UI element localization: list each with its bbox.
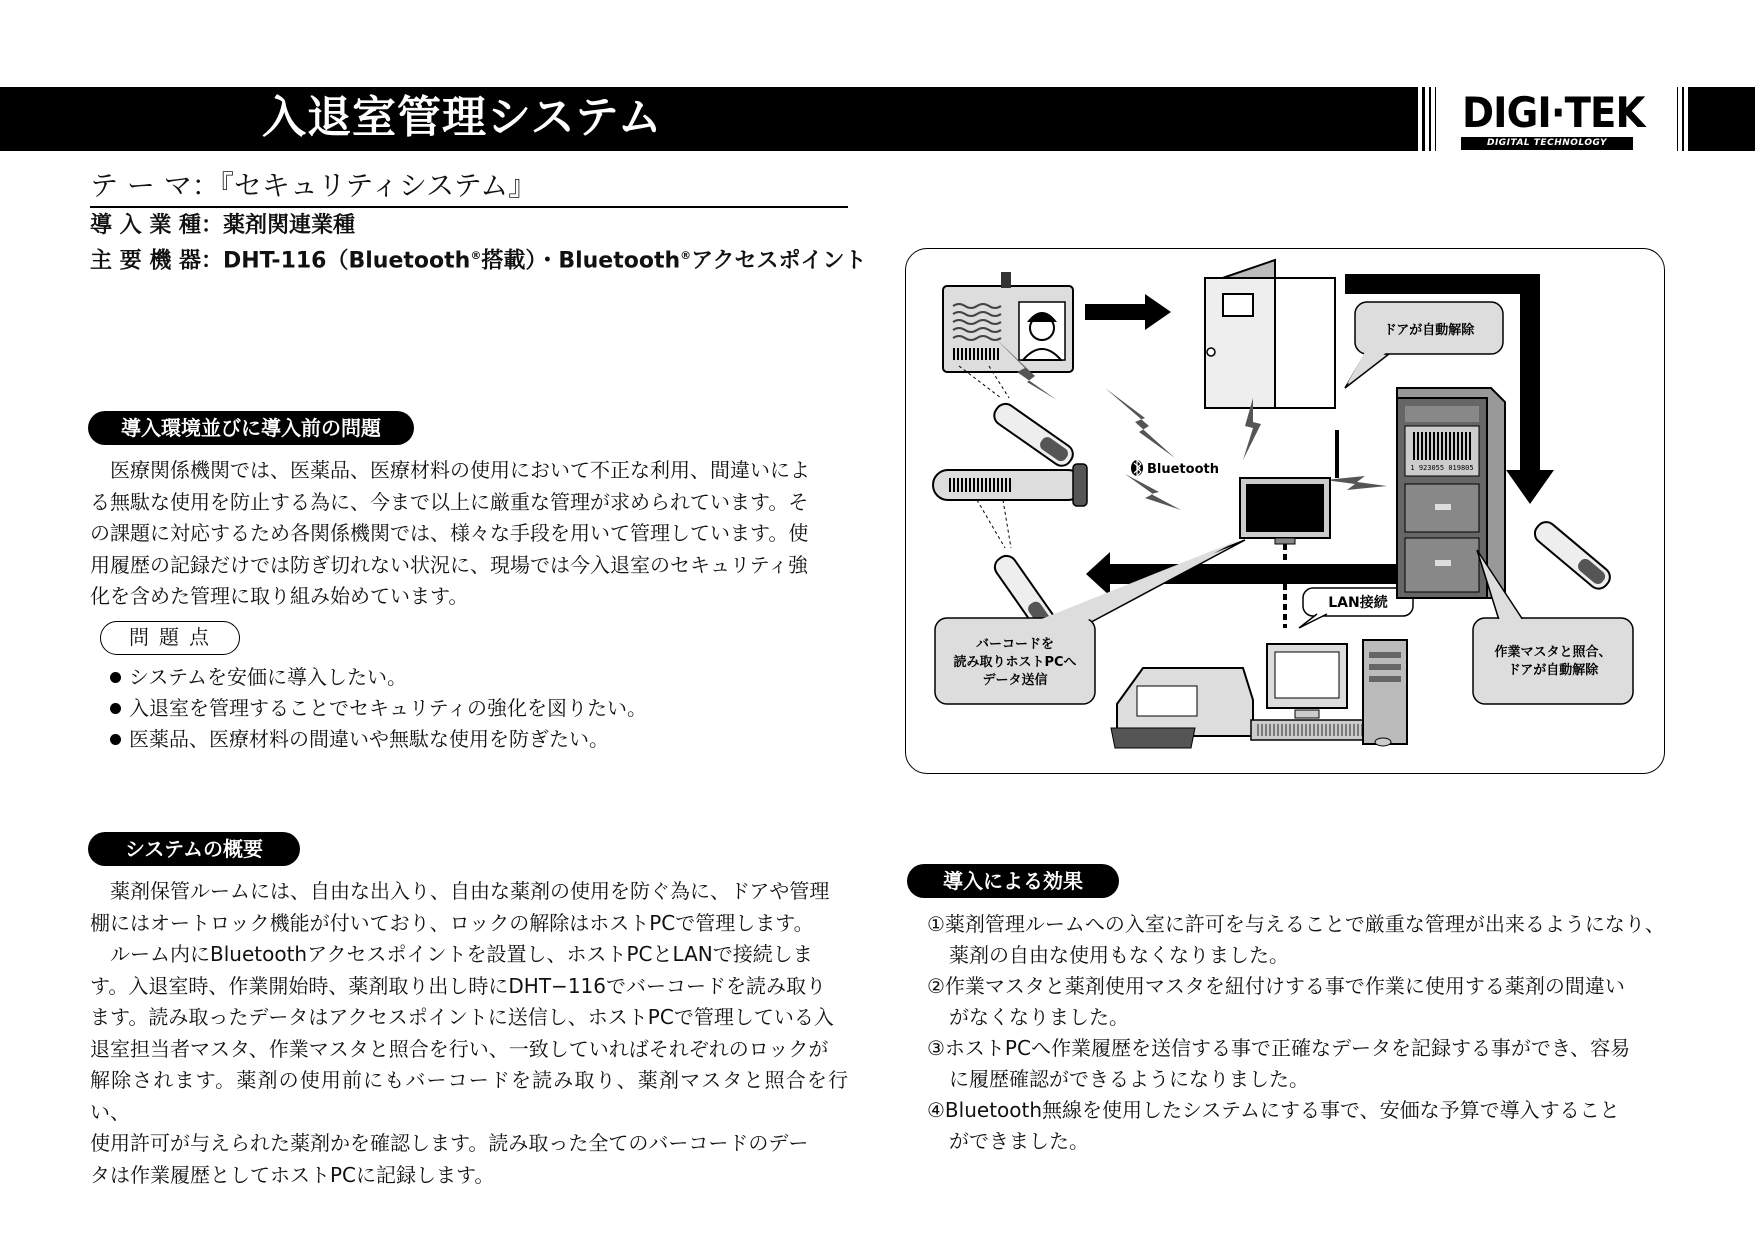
effect-line: ②作業マスタと薬剤使用マスタを紐付けする事で作業に使用する薬剤の間違い [927,974,1625,998]
bullet-item [110,694,647,722]
effect-line: ③ホストPCへ作業履歴を送信する事で正確なデータを記録する事ができ、容易 [927,1036,1631,1060]
bullet-text: システムを安価に導入したい。 [129,665,407,689]
paragraph-line: タは作業履歴としてホストPCに記録します。 [90,1162,495,1187]
wireless-signal-icon [1325,476,1387,490]
theme-line [90,168,536,204]
printer-icon [1111,668,1253,748]
problem-paragraph [90,455,848,613]
theme-label: テ ー マ： [90,169,220,202]
paragraph-line: ます。読み取ったデータはアクセスポイントに送信し、ホストPCで管理している入 [90,1005,834,1029]
paragraph-line: 薬剤保管ルームには、自由な出入り、自由な薬剤の使用を防ぐ為に、ドアや管理 [110,879,830,903]
barcode-scanner-icon [959,366,1077,470]
device-value-2: 搭載）・Bluetooth [481,248,681,274]
bullet-text: 入退室を管理することでセキュリティの強化を図りたい。 [129,696,647,720]
theme-divider [90,206,848,208]
cabinet-barcode-text: 1 923055 019805 [1410,464,1474,472]
section-heading-effects: 導入による効果 [907,864,1119,898]
bullet-dot-icon [110,734,121,745]
effect-line: ①薬剤管理ルームへの入室に許可を与えることで厳重な管理が出来るようになり、 [927,912,1665,936]
logo-stripe [1682,87,1684,151]
effect-line: がなくなりました。 [949,1005,1129,1029]
desktop-computer-icon [1251,640,1407,746]
logo-subtext: DIGITAL TECHNOLOGY [1461,137,1633,150]
effect-line: 薬剤の自由な使用もなくなりました。 [949,943,1289,967]
logo-stripe [1435,87,1436,151]
logo-stripe [1422,87,1425,151]
paragraph-line: 解除されます。薬剤の使用前にもバーコードを読み取り、薬剤マスタと照合を行い、 [90,1068,848,1124]
wireless-signal-icon [1125,474,1181,510]
bullet-text: 医薬品、医療材料の間違いや無駄な使用を防ぎたい。 [129,727,609,751]
paragraph-line: ルーム内にBluetoothアクセスポイントを設置し、ホストPCとLANで接続しま [110,942,813,966]
paragraph-line: す。入退室時、作業開始時、薬剤取り出し時にDHT−116でバーコードを読み取り [90,973,826,998]
section-heading-overview: システムの概要 [88,832,300,866]
logo-stripe [1688,87,1695,151]
logo-stripe [1677,87,1678,151]
effect-item [905,1095,1665,1157]
device-line [90,242,866,275]
paragraph-line: 使用許可が与えられた薬剤かを確認します。読み取った全てのバーコードのデー [90,1131,809,1155]
wireless-signal-icon [1105,388,1175,458]
barcode-tube-icon [933,464,1087,506]
system-diagram [905,248,1665,774]
company-logo [1418,87,1695,151]
logo-stripe [1429,87,1431,151]
send-callout-text-1: バーコードを [975,637,1055,652]
door-callout-text: ドアが自動解除 [1383,323,1475,338]
barcode-scanner-icon [1531,518,1614,593]
bluetooth-label: Bluetooth [1147,462,1219,477]
bullet-item [110,725,609,753]
door-callout [1345,302,1503,388]
paragraph-line: る無駄な使用を防止する為に、今まで以上に厳重な管理が求められています。そ [90,489,809,514]
registered-mark: ® [470,249,482,262]
effect-line: ④Bluetooth無線を使用したシステムにする事で、安価な予算で導入すること [927,1098,1620,1122]
effect-line: ができました。 [949,1129,1089,1153]
effects-list [905,909,1665,1157]
bullet-dot-icon [110,703,121,714]
paragraph-line: の課題に対応するため各関係機関では、様々な手段を用いて管理しています。使 [90,521,809,545]
send-callout-text-2: 読み取りホストPCへ [953,655,1077,670]
effect-item [905,971,1665,1033]
access-point-icon [1240,430,1339,544]
cabinet-icon [1397,388,1505,598]
overview-paragraph [90,876,848,1191]
paragraph-line: 棚にはオートロック機能が付いており、ロックの解除はホストPCで管理します。 [90,910,814,935]
door-icon [1205,260,1335,408]
paragraph-line: 退室担当者マスタ、作業マスタと照合を行い、一致していればそれぞれのロックが [90,1036,829,1061]
industry-label: 導 入 業 種： [90,213,223,238]
paragraph-line: 用履歴の記録だけでは防ぎ切れない状況に、現場では今入退室のセキュリティ強 [90,552,808,577]
industry-line [90,212,355,240]
device-value-1: DHT-116（Bluetooth [222,248,471,274]
bullet-dot-icon [110,672,121,683]
logo-text: DIGI·TEK [1462,88,1645,137]
industry-value: 薬剤関連業種 [222,213,355,238]
paragraph-line: 化を含めた管理に取り組み始めています。 [90,584,469,608]
effect-line: に履歴確認ができるようになりました。 [949,1067,1309,1091]
effect-item [905,909,1665,971]
bluetooth-icon [1131,460,1143,476]
device-value-3: アクセスポイント [691,248,867,274]
send-callout-text-3: データ送信 [982,673,1048,688]
page-title: 入退室管理システム [262,92,663,143]
problem-tag: 問題点 [100,621,240,655]
paragraph-line: 医療関係機関では、医薬品、医療材料の使用において不正な利用、間違いによ [110,458,810,482]
registered-mark: ® [680,249,692,262]
arrow-right-icon [1085,294,1171,330]
match-callout-text-1: 作業マスタと照合、 [1494,645,1612,660]
lan-callout-text: LAN接続 [1328,595,1388,611]
section-heading-problem: 導入環境並びに導入前の問題 [88,411,414,445]
effect-item [905,1033,1665,1095]
theme-value: 『セキュリティシステム』 [219,169,537,202]
bullet-item [110,663,407,691]
id-card-icon [943,272,1073,372]
match-callout-text-2: ドアが自動解除 [1507,663,1599,678]
device-label: 主 要 機 器： [90,248,223,274]
